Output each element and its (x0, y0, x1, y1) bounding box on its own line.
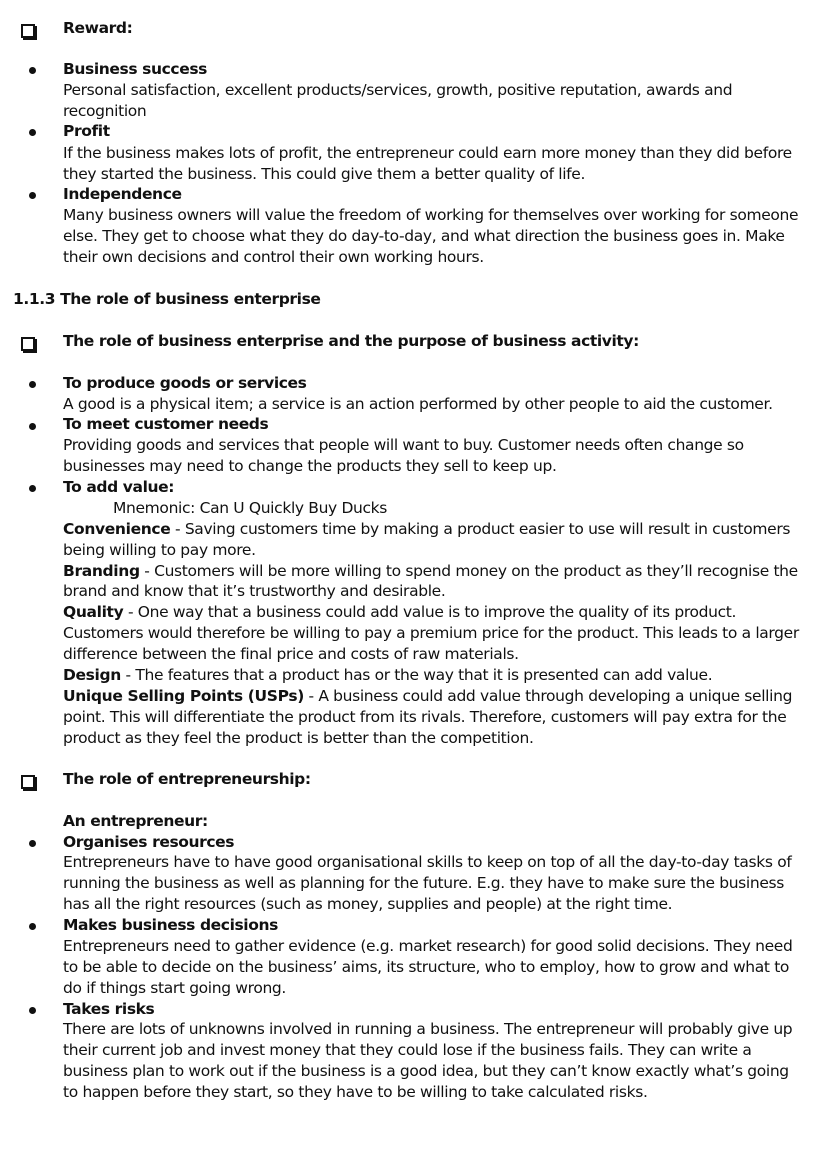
bullet-text: Providing goods and services that people will want to buy. Customer needs often change so (63, 436, 744, 454)
value-description: - A business could add value through developing a unique selling (303, 687, 793, 705)
checkbox-icon (21, 337, 35, 351)
entrepreneurship-heading-text: The role of entrepreneurship: (63, 770, 311, 788)
bullet-text: business plan to work out if the business is a good idea, but they can’t know exactly what’s going (63, 1062, 789, 1080)
bullet-text: Personal satisfaction, excellent products/services, growth, positive reputation, awards and (63, 81, 733, 99)
bullet-text: A good is a physical item; a service is an action performed by other people to aid the customer. (63, 395, 773, 413)
value-item (63, 562, 798, 580)
bullet-text: If the business makes lots of profit, the entrepreneur could earn more money than they did before (63, 144, 792, 162)
bullet-title: Independence (63, 185, 182, 203)
mnemonic-text: Mnemonic: Can U Quickly Buy Ducks (113, 499, 388, 517)
bullet-text: their own decisions and control their own working hours. (63, 248, 484, 266)
bullet-title: Business success (63, 60, 207, 78)
bullet-text: recognition (63, 102, 147, 120)
bullet-text: to happen before they start, so they have to be willing to take calculated risks. (63, 1083, 648, 1101)
bullet-icon (29, 129, 36, 136)
bullet-text: point. This will differentiate the product from its rivals. Therefore, customers will pay extra for the (63, 708, 787, 726)
bullet-text: to be able to decide on the business’ aims, its structure, who to employ, how to grow and what to (63, 958, 790, 976)
value-item (63, 687, 792, 705)
bullet-text: Entrepreneurs need to gather evidence (e.g. market research) for good solid decisions. They need (63, 937, 793, 955)
value-item (63, 520, 790, 538)
value-term: Quality (63, 603, 124, 621)
value-item (63, 603, 736, 621)
entrepreneur-subheading: An entrepreneur: (63, 812, 208, 830)
bullet-text: There are lots of unknowns involved in running a business. The entrepreneur will probably give up (63, 1020, 793, 1038)
value-term: Convenience (63, 520, 171, 538)
bullet-text: running the business as well as planning for the future. E.g. they have to make sure the business (63, 874, 784, 892)
bullet-title: Makes business decisions (63, 916, 278, 934)
value-term: Branding (63, 562, 140, 580)
bullet-text: brand and know that it’s trustworthy and desirable. (63, 582, 446, 600)
bullet-icon (29, 1007, 36, 1014)
bullet-text: product as they feel the product is better than the competition. (63, 729, 534, 747)
bullet-text: they started the business. This could give them a better quality of life. (63, 165, 586, 183)
bullet-title: To produce goods or services (63, 374, 307, 392)
bullet-icon (29, 381, 36, 388)
bullet-text: has all the right resources (such as money, supplies and people) at the right time. (63, 895, 673, 913)
bullet-icon (29, 67, 36, 74)
reward-heading-text: Reward: (63, 19, 133, 37)
checkbox-icon (21, 24, 35, 38)
bullet-icon (29, 192, 36, 199)
bullet-text: businesses may need to change the products they sell to keep up. (63, 457, 557, 475)
checkbox-icon (21, 775, 35, 789)
bullet-text: being willing to pay more. (63, 541, 256, 559)
value-term: Unique Selling Points (USPs) (63, 687, 304, 705)
value-description: - Saving customers time by making a product easier to use will result in customers (170, 520, 791, 538)
bullet-text: Many business owners will value the freedom of working for themselves over working for someone (63, 206, 799, 224)
bullet-title: Organises resources (63, 833, 235, 851)
value-description: - One way that a business could add value is to improve the quality of its product. (123, 603, 737, 621)
section-heading: 1.1.3 The role of business enterprise (13, 290, 321, 308)
bullet-title: To meet customer needs (63, 415, 269, 433)
bullet-icon (29, 923, 36, 930)
bullet-icon (29, 423, 36, 430)
value-item (63, 666, 712, 684)
bullet-icon (29, 485, 36, 492)
bullet-title: To add value: (63, 478, 175, 496)
bullet-text: else. They get to choose what they do day-to-day, and what direction the business goes in. Make (63, 227, 785, 245)
bullet-text: Entrepreneurs have to have good organisational skills to keep on top of all the day-to-day tasks of (63, 853, 792, 871)
bullet-text: their current job and invest money that they could lose if the business fails. They can write a (63, 1041, 752, 1059)
value-term: Design (63, 666, 121, 684)
bullet-title: Profit (63, 122, 110, 140)
value-description: - The features that a product has or the way that it is presented can add value. (120, 666, 713, 684)
bullet-icon (29, 840, 36, 847)
bullet-title: Takes risks (63, 1000, 155, 1018)
bullet-text: Customers would therefore be willing to pay a premium price for the product. This leads to a larger (63, 624, 799, 642)
bullet-text: difference between the final price and costs of raw materials. (63, 645, 519, 663)
bullet-text: do if things start going wrong. (63, 979, 286, 997)
purpose-heading-text: The role of business enterprise and the purpose of business activity: (63, 332, 639, 350)
value-description: - Customers will be more willing to spend money on the product as they’ll recognise the (139, 562, 798, 580)
